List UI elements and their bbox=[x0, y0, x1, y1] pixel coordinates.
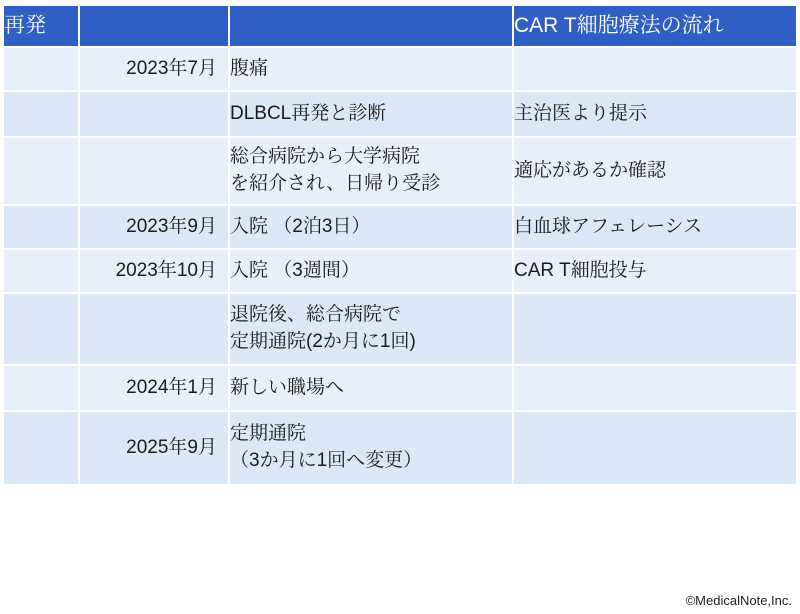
table-row bbox=[4, 412, 796, 484]
row-event-line: 腹痛 bbox=[230, 58, 269, 80]
row-event-line: DLBCL再発と診断 bbox=[230, 103, 387, 125]
row-relapse-marker bbox=[4, 250, 78, 292]
row-event bbox=[230, 92, 512, 136]
header-relapse: 再発 bbox=[4, 6, 78, 46]
row-event bbox=[230, 48, 512, 90]
row-car-t-line: 主治医より提示 bbox=[514, 103, 648, 125]
row-event bbox=[230, 294, 512, 364]
row-date: 2023年7月 bbox=[80, 48, 228, 90]
row-date: 2023年10月 bbox=[80, 250, 228, 292]
row-date: 2023年9月 bbox=[80, 206, 228, 248]
row-car-t-line: CAR T細胞投与 bbox=[514, 260, 647, 282]
header-event bbox=[230, 6, 512, 46]
row-relapse-marker bbox=[4, 412, 78, 484]
copyright-notice: ©MedicalNote,Inc. bbox=[685, 593, 792, 608]
row-relapse-marker bbox=[4, 366, 78, 410]
slide-canvas bbox=[0, 4, 800, 614]
header-car-t-flow: CAR T細胞療法の流れ bbox=[514, 6, 796, 46]
row-car-t bbox=[514, 206, 796, 248]
row-relapse-marker bbox=[4, 206, 78, 248]
row-car-t bbox=[514, 412, 796, 484]
row-event bbox=[230, 366, 512, 410]
table-row bbox=[4, 48, 796, 90]
row-event bbox=[230, 250, 512, 292]
row-event-line: を紹介され、日帰り受診 bbox=[230, 173, 441, 194]
row-relapse-marker bbox=[4, 294, 78, 364]
row-car-t bbox=[514, 294, 796, 364]
row-car-t bbox=[514, 48, 796, 90]
row-date bbox=[80, 138, 228, 204]
row-event bbox=[230, 138, 512, 204]
row-car-t-line: 適応があるか確認 bbox=[514, 160, 667, 182]
row-date: 2025年9月 bbox=[80, 412, 228, 484]
row-event-line: 新しい職場へ bbox=[230, 377, 345, 399]
row-event bbox=[230, 412, 512, 484]
treatment-timeline-table bbox=[2, 4, 798, 486]
table-row bbox=[4, 138, 796, 204]
table-row bbox=[4, 206, 796, 248]
table-row bbox=[4, 92, 796, 136]
table-row bbox=[4, 250, 796, 292]
row-car-t-line: 白血球アフェレーシス bbox=[514, 216, 703, 238]
header-date bbox=[80, 6, 228, 46]
table-header-row bbox=[4, 6, 796, 46]
row-event-line: 退院後、総合病院で bbox=[230, 304, 402, 326]
row-event-line: 定期通院(2か月に1回) bbox=[230, 331, 416, 352]
row-event bbox=[230, 206, 512, 248]
row-date bbox=[80, 92, 228, 136]
row-event-line: 入院 （3週間） bbox=[230, 260, 360, 282]
row-relapse-marker bbox=[4, 92, 78, 136]
row-car-t bbox=[514, 92, 796, 136]
row-car-t bbox=[514, 366, 796, 410]
row-event-line: （3か月に1回へ変更） bbox=[230, 450, 423, 471]
row-relapse-marker bbox=[4, 48, 78, 90]
table-row bbox=[4, 366, 796, 410]
row-date bbox=[80, 294, 228, 364]
table-row bbox=[4, 294, 796, 364]
row-event-line: 入院 （2泊3日） bbox=[230, 216, 371, 238]
row-date: 2024年1月 bbox=[80, 366, 228, 410]
row-car-t bbox=[514, 138, 796, 204]
row-car-t bbox=[514, 250, 796, 292]
row-event-line: 定期通院 bbox=[230, 423, 307, 445]
row-relapse-marker bbox=[4, 138, 78, 204]
row-event-line: 総合病院から大学病院 bbox=[230, 146, 421, 168]
